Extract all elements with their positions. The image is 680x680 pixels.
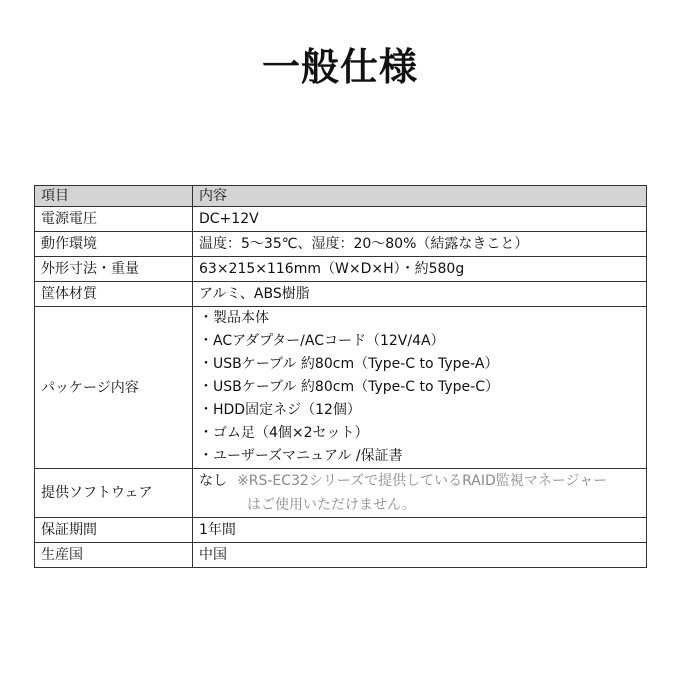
software-row — [35, 469, 647, 518]
table-row — [35, 257, 647, 282]
table-row — [35, 207, 647, 232]
package-item: ・ゴム足（4個×2セット） — [199, 425, 369, 441]
table-row — [35, 543, 647, 568]
package-item: ・USBケーブル 約80cm（Type-C to Type-C） — [199, 379, 499, 395]
warranty-label: 保証期間 — [35, 518, 193, 543]
software-note: ※RS-EC32シリーズで提供しているRAID監視マネージャー — [237, 473, 608, 489]
table-row — [35, 518, 647, 543]
row-value: アルミ、ABS樹脂 — [193, 282, 647, 307]
row-value: DC+12V — [193, 207, 647, 232]
package-row — [35, 307, 647, 469]
row-label: 動作環境 — [35, 232, 193, 257]
table-row — [35, 282, 647, 307]
software-label: 提供ソフトウェア — [35, 469, 193, 518]
spec-table — [34, 185, 647, 568]
package-item: ・ユーザーズマニュアル /保証書 — [199, 448, 403, 464]
header-item: 項目 — [35, 186, 193, 207]
warranty-value: 1年間 — [193, 518, 647, 543]
software-content — [193, 469, 647, 518]
row-label: 筐体材質 — [35, 282, 193, 307]
page-title: 一般仕様 — [261, 45, 418, 89]
row-label: 外形寸法・重量 — [35, 257, 193, 282]
package-item: ・HDD固定ネジ（12個） — [199, 402, 361, 418]
software-note-continued: はご使用いただけません。 — [247, 497, 416, 513]
table-row — [35, 232, 647, 257]
software-line-1 — [199, 469, 640, 493]
row-value: 温度：5～35℃、湿度：20～80%（結露なきこと） — [193, 232, 647, 257]
package-item: ・製品本体 — [199, 310, 269, 326]
row-label: 電源電圧 — [35, 207, 193, 232]
software-value: なし — [199, 473, 227, 489]
table-header-row — [35, 186, 647, 207]
header-content: 内容 — [193, 186, 647, 207]
package-item: ・USBケーブル 約80cm（Type-C to Type-A） — [199, 356, 499, 372]
package-label: パッケージ内容 — [35, 307, 193, 469]
origin-label: 生産国 — [35, 543, 193, 568]
package-items — [193, 307, 647, 469]
origin-value: 中国 — [193, 543, 647, 568]
row-value: 63×215×116mm（W×D×H）・約580g — [193, 257, 647, 282]
package-item: ・ACアダプター/ACコード（12V/4A） — [199, 333, 445, 349]
